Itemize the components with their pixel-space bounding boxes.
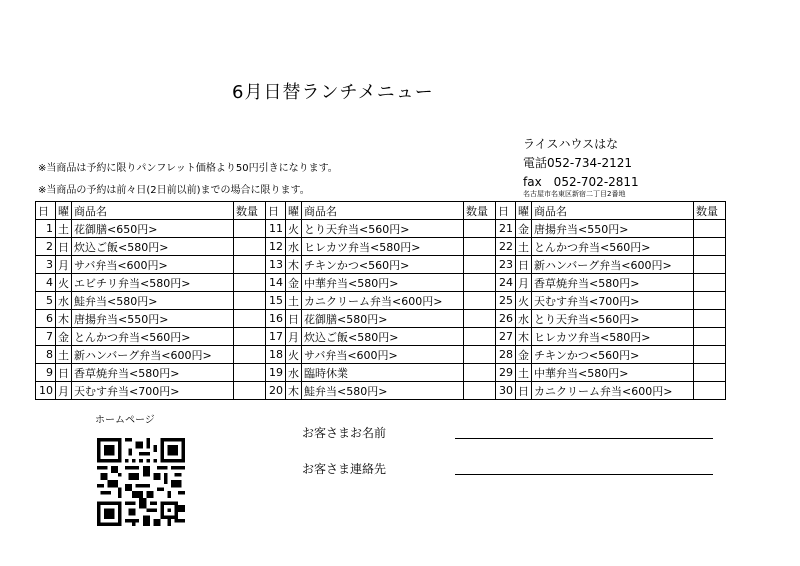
menu-item-cell: ヒレカツ弁当<580円> [302,238,464,256]
weekday-cell: 土 [516,364,532,382]
table-row [36,328,726,346]
weekday-cell: 月 [286,328,302,346]
menu-item-cell: 香草焼弁当<580円> [532,274,694,292]
weekday-cell: 水 [286,238,302,256]
weekday-cell: 木 [56,310,72,328]
menu-item-cell: ヒレカツ弁当<580円> [532,328,694,346]
menu-item-cell: 新ハンバーグ弁当<600円> [72,346,234,364]
notes [38,158,338,202]
weekday-cell: 火 [56,274,72,292]
quantity-cell[interactable] [694,310,726,328]
menu-item-cell: 炊込ご飯<580円> [302,328,464,346]
day-cell: 23 [496,256,516,274]
shop-info [523,135,639,198]
customer-contact-label: お客さま連絡先 [302,462,387,476]
day-cell: 24 [496,274,516,292]
menu-item-cell: 新ハンバーグ弁当<600円> [532,256,694,274]
day-cell: 28 [496,346,516,364]
day-cell: 4 [36,274,56,292]
weekday-cell: 水 [286,364,302,382]
header-dow: 曜 [286,202,302,220]
day-cell: 15 [266,292,286,310]
day-cell: 25 [496,292,516,310]
menu-item-cell: とんかつ弁当<560円> [72,328,234,346]
quantity-cell[interactable] [694,328,726,346]
menu-item-cell: 中華弁当<580円> [302,274,464,292]
header-qty: 数量 [464,202,496,220]
quantity-cell[interactable] [234,364,266,382]
table-row [36,346,726,364]
menu-item-cell: チキンかつ<560円> [302,256,464,274]
menu-table [35,201,726,400]
day-cell: 1 [36,220,56,238]
day-cell: 8 [36,346,56,364]
menu-item-cell: サバ弁当<600円> [72,256,234,274]
day-cell: 26 [496,310,516,328]
table-row [36,220,726,238]
quantity-cell[interactable] [464,238,496,256]
menu-item-cell: 中華弁当<580円> [532,364,694,382]
header-day: 日 [266,202,286,220]
quantity-cell[interactable] [234,256,266,274]
table-row [36,274,726,292]
menu-item-cell: 唐揚弁当<550円> [72,310,234,328]
weekday-cell: 火 [286,346,302,364]
menu-item-cell: 鮭弁当<580円> [72,292,234,310]
menu-item-cell: 花御膳<580円> [302,310,464,328]
quantity-cell[interactable] [694,382,726,400]
day-cell: 12 [266,238,286,256]
header-qty: 数量 [234,202,266,220]
table-header-row [36,202,726,220]
page-title: 6月日替ランチメニュー [232,82,434,103]
shop-name: ライスハウスはな [523,137,619,151]
day-cell: 16 [266,310,286,328]
day-cell: 29 [496,364,516,382]
menu-item-cell: 天むす弁当<700円> [72,382,234,400]
weekday-cell: 月 [516,274,532,292]
header-item: 商品名 [532,202,694,220]
menu-item-cell: 天むす弁当<700円> [532,292,694,310]
quantity-cell[interactable] [234,238,266,256]
menu-item-cell: サバ弁当<600円> [302,346,464,364]
menu-item-cell: 鮭弁当<580円> [302,382,464,400]
weekday-cell: 金 [516,346,532,364]
quantity-cell[interactable] [234,220,266,238]
weekday-cell: 日 [56,364,72,382]
quantity-cell[interactable] [234,292,266,310]
day-cell: 30 [496,382,516,400]
day-cell: 3 [36,256,56,274]
day-cell: 9 [36,364,56,382]
customer-name-label: お客さまお名前 [302,426,387,440]
homepage-qr-code[interactable] [97,438,185,526]
weekday-cell: 日 [56,238,72,256]
day-cell: 27 [496,328,516,346]
table-row [36,310,726,328]
weekday-cell: 木 [516,328,532,346]
quantity-cell[interactable] [464,220,496,238]
shop-address: 名古屋市名東区新宿二丁目2番地 [523,190,626,198]
day-cell: 14 [266,274,286,292]
menu-item-cell: チキンかつ<560円> [532,346,694,364]
quantity-cell[interactable] [234,274,266,292]
menu-item-cell: カニクリーム弁当<600円> [532,382,694,400]
header-qty: 数量 [694,202,726,220]
weekday-cell: 木 [286,256,302,274]
weekday-cell: 月 [56,256,72,274]
weekday-cell: 金 [286,274,302,292]
quantity-cell[interactable] [234,328,266,346]
weekday-cell: 水 [516,310,532,328]
weekday-cell: 日 [286,310,302,328]
menu-item-cell: とり天弁当<560円> [532,310,694,328]
header-item: 商品名 [72,202,234,220]
table-row [36,292,726,310]
weekday-cell: 金 [56,328,72,346]
quantity-cell[interactable] [694,346,726,364]
menu-item-cell: カニクリーム弁当<600円> [302,292,464,310]
weekday-cell: 木 [286,382,302,400]
quantity-cell[interactable] [464,292,496,310]
day-cell: 19 [266,364,286,382]
weekday-cell: 土 [56,346,72,364]
header-item: 商品名 [302,202,464,220]
menu-item-cell: エビチリ弁当<580円> [72,274,234,292]
weekday-cell: 日 [516,382,532,400]
customer-name-field[interactable] [455,438,713,439]
weekday-cell: 月 [56,382,72,400]
quantity-cell[interactable] [464,256,496,274]
quantity-cell[interactable] [234,346,266,364]
quantity-cell[interactable] [234,310,266,328]
weekday-cell: 火 [286,220,302,238]
quantity-cell[interactable] [464,382,496,400]
day-cell: 6 [36,310,56,328]
shop-tel: 電話052-734-2121 [523,156,633,170]
quantity-cell[interactable] [234,382,266,400]
homepage-label: ホームページ [95,415,155,426]
menu-item-cell: とんかつ弁当<560円> [532,238,694,256]
table-row [36,238,726,256]
quantity-cell[interactable] [694,256,726,274]
quantity-cell[interactable] [464,310,496,328]
quantity-cell[interactable] [464,364,496,382]
day-cell: 10 [36,382,56,400]
day-cell: 18 [266,346,286,364]
table-row [36,256,726,274]
weekday-cell: 土 [516,238,532,256]
weekday-cell: 日 [516,256,532,274]
day-cell: 22 [496,238,516,256]
table-row [36,364,726,382]
menu-item-cell: 花御膳<650円> [72,220,234,238]
header-dow: 曜 [56,202,72,220]
menu-item-cell: 炊込ご飯<580円> [72,238,234,256]
quantity-cell[interactable] [464,346,496,364]
menu-item-cell: とり天弁当<560円> [302,220,464,238]
quantity-cell[interactable] [694,220,726,238]
header-day: 日 [36,202,56,220]
quantity-cell[interactable] [694,292,726,310]
menu-item-cell: 香草焼弁当<580円> [72,364,234,382]
weekday-cell: 金 [516,220,532,238]
day-cell: 7 [36,328,56,346]
weekday-cell: 土 [286,292,302,310]
menu-item-cell: 臨時休業 [302,364,464,382]
quantity-cell[interactable] [464,274,496,292]
day-cell: 17 [266,328,286,346]
menu-item-cell: 唐揚弁当<550円> [532,220,694,238]
header-day: 日 [496,202,516,220]
day-cell: 5 [36,292,56,310]
weekday-cell: 土 [56,220,72,238]
quantity-cell[interactable] [694,364,726,382]
quantity-cell[interactable] [464,328,496,346]
note-discount: ※当商品は予約に限りパンフレット価格より50円引きになります。 [38,163,338,174]
day-cell: 21 [496,220,516,238]
quantity-cell[interactable] [694,274,726,292]
weekday-cell: 水 [56,292,72,310]
day-cell: 11 [266,220,286,238]
customer-contact-field[interactable] [455,474,713,475]
day-cell: 2 [36,238,56,256]
weekday-cell: 火 [516,292,532,310]
table-row [36,382,726,400]
note-reservation: ※当商品の予約は前々日(2日前以前)までの場合に限ります。 [38,185,310,196]
day-cell: 20 [266,382,286,400]
day-cell: 13 [266,256,286,274]
header-dow: 曜 [516,202,532,220]
quantity-cell[interactable] [694,238,726,256]
shop-fax: fax 052-702-2811 [523,175,639,189]
